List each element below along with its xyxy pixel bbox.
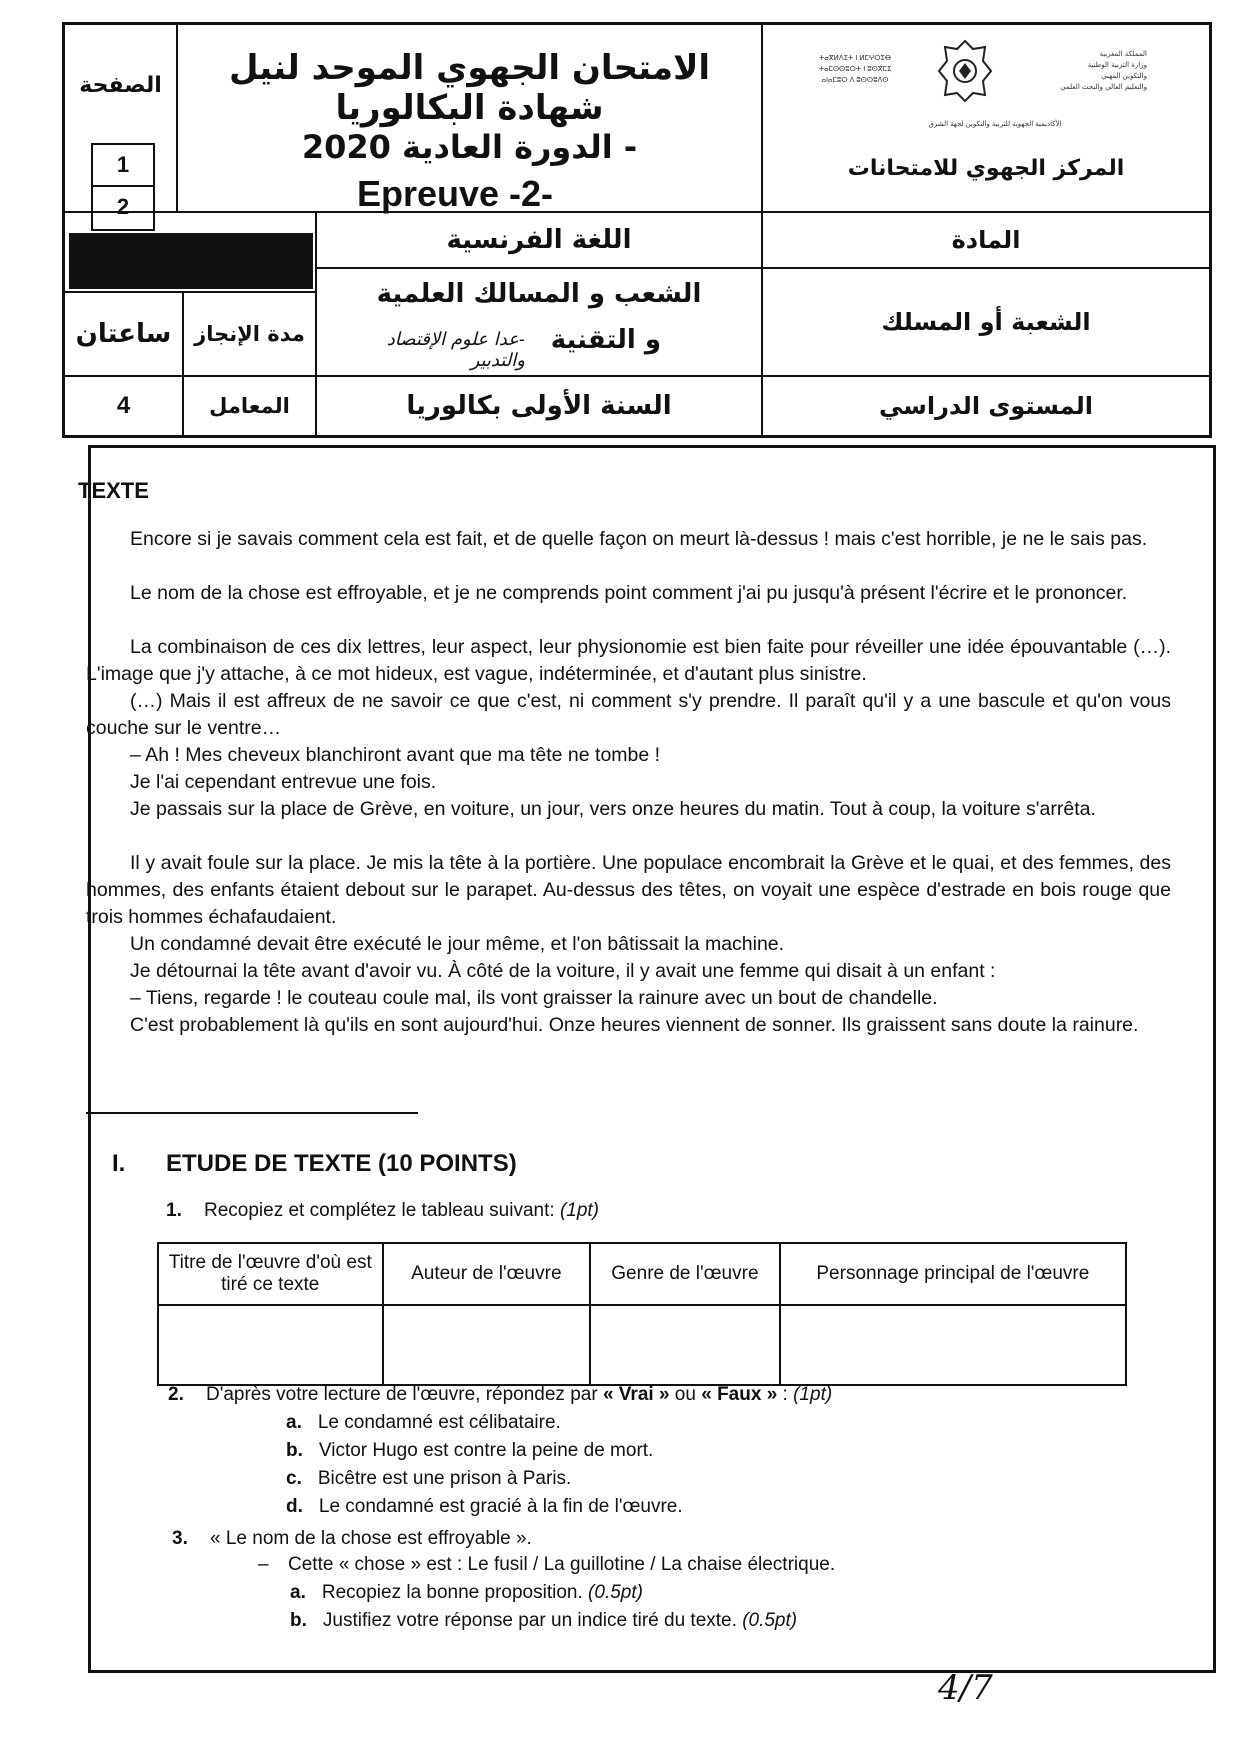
table-header-title: Titre de l'œuvre d'où est tiré ce texte [158,1243,383,1305]
q2-number: 2. [168,1384,184,1405]
section-separator [86,1112,418,1114]
text-paragraph: Je détournai la tête avant d'avoir vu. À côté de la voiture, il y avait une femme qui disait à un enfant : [130,960,996,982]
page-current: 1 [93,145,153,187]
table-header-character: Personnage principal de l'œuvre [780,1243,1126,1305]
q1-number: 1. [166,1200,182,1221]
text-paragraph: Un condamné devait être exécuté le jour même, et l'on bâtissait la machine. [130,933,785,955]
section-number: I. [112,1150,126,1177]
exam-title: الامتحان الجهوي الموحد لنيل شهادة البكالوريا [228,48,711,128]
epreuve-title: Epreuve -2- [356,173,554,214]
redacted-block [69,233,313,289]
text-paragraph: Le nom de la chose est effroyable, et je ne comprends point comment j'ai pu jusqu'à présent l'écrire et le prononcer. [130,582,1128,604]
text-paragraph: La combinaison de ces dix lettres, leur aspect, leur physionomie est bien faite pour réveiller une idée épouvantable (…). L'image que j'y attache, à ce mot hideux, est vague, indéterminée, et d'autant plus sinistre. [86,636,1171,685]
branch-handwritten-note: -عدا علوم الإقتصاد والتدبير [386,329,525,371]
text-paragraph: Je l'ai cependant entrevue une fois. [130,771,437,793]
subject-label: المادة [951,226,1021,254]
table-answer-cell[interactable] [158,1305,383,1385]
page-number-box [91,143,155,231]
q2-item: c. Bicêtre est une prison à Paris. [286,1468,572,1489]
table-header-genre: Genre de l'œuvre [590,1243,780,1305]
q1-text: Recopiez et complétez le tableau suivant: (1pt) [204,1200,600,1221]
ministry-text-latin: ⵜⴰⴳⵍⴷⵉⵜ ⵏ ⵍⵎⵖⵔⵉⴱ ⵜⴰⵎⵙⵙⵓⵔⵜ ⵏ ⵓⵙⴳⵎⵉ ⴰⵏⴰⵎⵓⵔ ⴷ ⵓⵙⵙⵓⴷⵙ [818,55,892,84]
ministry-text-footer: الأكاديمية الجهوية للتربية والتكوين لجهة الشرق [928,121,1062,128]
table-answer-cell[interactable] [383,1305,591,1385]
handwritten-page-mark: 4/7 [938,1668,993,1708]
exam-session: - الدورة العادية 2020 [301,128,638,166]
text-paragraph: Encore si je savais comment cela est fait, et de quelle façon on meurt là-dessus ! mais c'est horrible, je ne le sais pas. [130,528,1148,550]
text-paragraph: C'est probablement là qu'ils en sont aujourd'hui. Onze heures viennent de sonner. Ils graissent sans doute la rainure. [130,1014,1139,1036]
page-label: الصفحة [79,72,162,98]
branch-value-line2: و التقنية [550,325,661,355]
duration-value: ساعتان [75,319,172,349]
q3-quote: « Le nom de la chose est effroyable ». [210,1528,532,1549]
page-total: 2 [116,194,130,219]
content-frame [88,445,1216,1673]
ministry-text-arabic: المملكة المغربية وزارة التربية الوطنية والتكوين المهني والتعليم العالي والبحث العلمي [1060,50,1147,91]
subject-value: اللغة الفرنسية [446,225,632,255]
text-heading: TEXTE [78,478,149,503]
table-header-author: Auteur de l'œuvre [383,1243,591,1305]
table-answer-cell[interactable] [590,1305,780,1385]
section-heading: ETUDE DE TEXTE (10 POINTS) [166,1150,517,1177]
branch-value-line1: الشعب و المسالك العلمية [376,279,702,309]
center-name: المركز الجهوي للامتحانات [847,155,1125,181]
coef-value: 4 [116,392,131,419]
text-paragraph: – Ah ! Mes cheveux blanchiront avant que ma tête ne tombe ! [130,744,661,766]
level-label: المستوى الدراسي [879,392,1093,420]
level-value: السنة الأولى بكالوريا [406,391,672,421]
moroccan-emblem-logo [933,35,997,107]
table-answer-cell[interactable] [780,1305,1126,1385]
coef-label: المعامل [209,394,290,418]
q2-item: b. Victor Hugo est contre la peine de mort. [286,1440,654,1461]
text-paragraph: Je passais sur la place de Grève, en voiture, un jour, vers onze heures du matin. Tout à coup, la voiture s'arrêta. [130,798,1096,820]
q2-item: a. Le condamné est célibataire. [286,1412,561,1433]
answer-table [157,1242,1127,1386]
text-paragraph: (…) Mais il est affreux de ne savoir ce que c'est, ni comment s'y prendre. Il paraît qu'il y a une bascule et qu'on vous couche sur le ventre… [86,690,1171,739]
branch-label: الشعبة أو المسلك [881,308,1091,336]
q2-text: D'après votre lecture de l'œuvre, répondez par « Vrai » ou « Faux » : (1pt) [206,1384,833,1405]
q2-item: d. Le condamné est gracié à la fin de l'œuvre. [286,1496,683,1517]
q3-dash: – [258,1554,269,1575]
exam-header-table [62,22,1212,438]
duration-label: مدة الإنجاز [194,322,305,346]
q3-item: b. Justifiez votre réponse par un indice tiré du texte. (0.5pt) [290,1610,798,1631]
q3-sub: Cette « chose » est : Le fusil / La guillotine / La chaise électrique. [288,1554,836,1575]
q3-number: 3. [172,1528,188,1549]
q3-item: a. Recopiez la bonne proposition. (0.5pt) [290,1582,643,1603]
text-paragraph: Il y avait foule sur la place. Je mis la tête à la portière. Une populace encombrait la Grève et le quai, et des femmes, des hommes, des enfants étaient debout sur le parapet. Au-dessus des têtes, on voyait une espèce d'estrade en bois rouge que trois hommes échafaudaient. [86,852,1171,928]
text-paragraph: – Tiens, regarde ! le couteau coule mal, ils vont graisser la rainure avec un bout de chandelle. [130,987,938,1009]
